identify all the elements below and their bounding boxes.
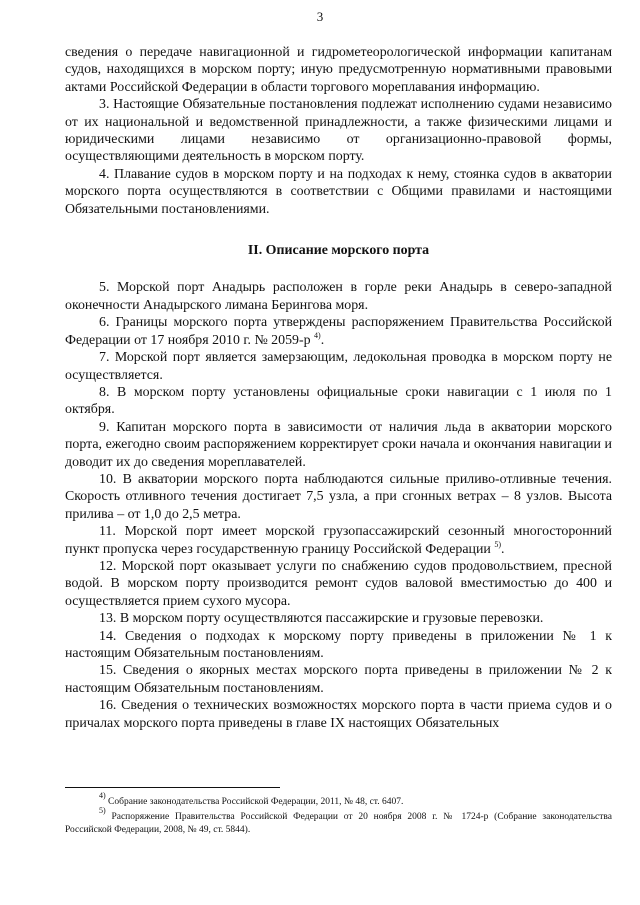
page-number: 3 [316, 9, 324, 24]
paragraph-13: 13. В морском порту осуществляются пассажирские и грузовые перевозки. [99, 611, 544, 627]
document-body [65, 44, 612, 732]
paragraph-11 [65, 523, 612, 558]
paragraph-16: 16. Сведения о технических возможностях морского порта в части приема судов и о причалах морского порта приведены в главе IX настоящих Обязательных [65, 698, 612, 731]
section-heading: II. Описание морского порта [247, 243, 430, 259]
footnotes [65, 791, 612, 839]
footnote-mark-4: 4) [99, 791, 106, 800]
paragraph-6-end: . [320, 332, 325, 348]
footnote-ref-5: 5) [494, 539, 501, 549]
paragraph-6 [65, 314, 612, 349]
footnote-divider [65, 787, 280, 788]
paragraph-9: 9. Капитан морского порта в зависимости от наличия льда в акватории морского порта, ежегодно своим распоряжением корректирует сроки начала и окончания навигации и доводит их до сведения мореплавателей. [65, 419, 612, 470]
paragraph-12: 12. Морской порт оказывает услуги по снабжению судов продовольствием, пресной водой. В морском порту производится ремонт судов валовой вместимостью до 400 и осуществляется прием сухого мусора. [65, 558, 612, 609]
footnote-5 [65, 806, 612, 837]
footnote-mark-5: 5) [99, 806, 106, 815]
paragraph-continuation: сведения о передаче навигационной и гидрометеорологической информации капитанам судов, находящихся в морском порту; иную предусмотренную нормативными правовыми актами Российской Федерации в области торгового мореплавания информацию. [65, 45, 612, 95]
paragraph-4: 4. Плавание судов в морском порту и на подходах к нему, стоянка судов в акватории морского порта осуществляются в соответствии с Общими правилами и настоящими Обязательными постановлениями. [65, 166, 612, 217]
footnote-ref-4: 4) [314, 330, 321, 340]
footnote-text-5: Распоряжение Правительства Российской Федерации от 20 ноября 2008 г. № 1724-р (Собрание законодательства Российской Федерации, 2008, № 49, ст. 5844). [65, 812, 612, 835]
paragraph-7: 7. Морской порт является замерзающим, ледокольная проводка в морском порту не осуществляется. [65, 350, 612, 383]
paragraph-15: 15. Сведения о якорных местах морского порта приведены в приложении № 2 к настоящим Обязательным постановлениям. [65, 663, 612, 696]
paragraph-14: 14. Сведения о подходах к морскому порту приведены в приложении № 1 к настоящим Обязательным постановлениям. [65, 628, 612, 661]
footnote-text-4: Собрание законодательства Российской Федерации, 2011, № 48, ст. 6407. [105, 797, 404, 807]
footnote-4 [65, 791, 612, 809]
paragraph-10: 10. В акватории морского порта наблюдаются сильные приливо-отливные течения. Скорость отливного течения достигает 7,5 узла, а при сгонных ветрах – 8 узлов. Высота прилива – от 1,0 до 2,5 метра. [65, 471, 612, 522]
paragraph-3: 3. Настоящие Обязательные постановления подлежат исполнению судами независимо от их национальной и ведомственной принадлежности, а также физическими лицами и юридическими лицами независимо от организационно-правовой формы, осуществляющими деятельность в морском порту. [65, 97, 612, 165]
paragraph-11-text: 11. Морской порт имеет морской грузопассажирский сезонный многосторонний пункт пропуска через государственную границу Российской Федерации [65, 524, 612, 557]
paragraph-5: 5. Морской порт Анадырь расположен в горле реки Анадырь в северо-западной оконечности Анадырского лимана Берингова моря. [65, 280, 612, 313]
paragraph-11-end: . [500, 541, 505, 557]
paragraph-8: 8. В морском порту установлены официальные сроки навигации с 1 июля по 1 октября. [65, 384, 612, 418]
paragraph-6-text: 6. Границы морского порта утверждены распоряжением Правительства Российской Федерации от 17 ноября 2010 г. № 2059-р [65, 315, 612, 348]
